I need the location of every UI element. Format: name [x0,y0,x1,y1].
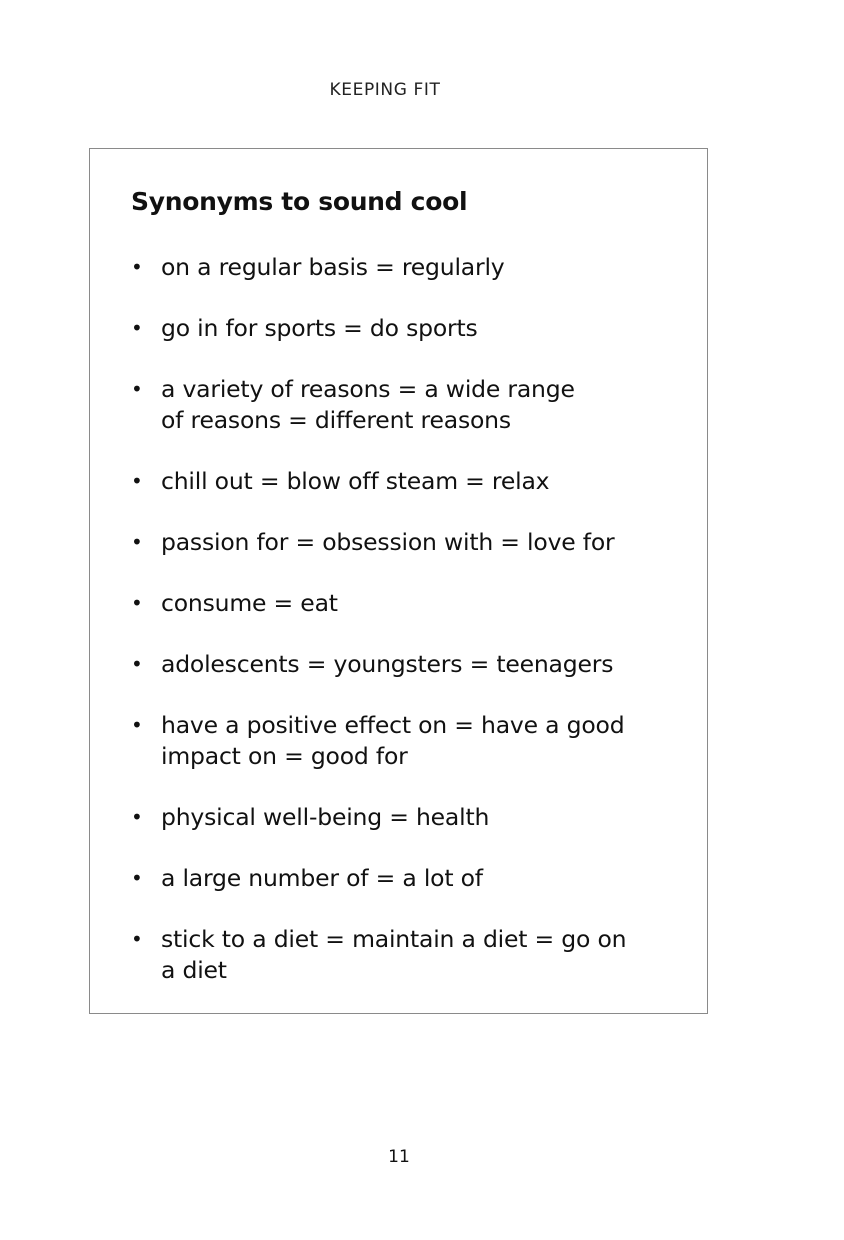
list-item-text: a variety of reasons = a wide range [161,375,575,403]
synonym-list [131,252,651,1016]
box-title: Synonyms to sound cool [131,187,468,216]
list-item-text: physical well-being = health [161,803,490,831]
list-item [131,649,651,680]
bullet-icon: • [131,316,143,340]
bullet-icon: • [131,927,143,951]
list-item [131,374,651,436]
bullet-icon: • [131,377,143,401]
list-item-text: impact on = good for [161,742,408,770]
list-item [131,924,651,986]
list-item-text: go in for sports = do sports [161,314,478,342]
bullet-icon: • [131,591,143,615]
list-item-text: adolescents = youngsters = teenagers [161,650,614,678]
list-item [131,588,651,619]
list-item [131,466,651,497]
list-item-text: stick to a diet = maintain a diet = go on [161,925,627,953]
list-item-text: chill out = blow off steam = relax [161,467,550,495]
bullet-icon: • [131,866,143,890]
list-item-text: a large number of = a lot of [161,864,483,892]
list-item-text: have a positive effect on = have a good [161,711,625,739]
bullet-icon: • [131,530,143,554]
list-item [131,863,651,894]
bullet-icon: • [131,469,143,493]
list-item-text: passion for = obsession with = love for [161,528,615,556]
list-item-text: a diet [161,956,227,984]
list-item [131,710,651,772]
synonyms-box [89,148,708,1014]
bullet-icon: • [131,652,143,676]
list-item [131,527,651,558]
list-item-text: consume = eat [161,589,338,617]
bullet-icon: • [131,805,143,829]
page-number: 11 [388,1147,410,1167]
list-item [131,313,651,344]
list-item-text: of reasons = different reasons [161,406,511,434]
running-head: KEEPING FIT [329,80,441,100]
list-item [131,802,651,833]
list-item-text: on a regular basis = regularly [161,253,505,281]
list-item [131,252,651,283]
bullet-icon: • [131,255,143,279]
bullet-icon: • [131,713,143,737]
